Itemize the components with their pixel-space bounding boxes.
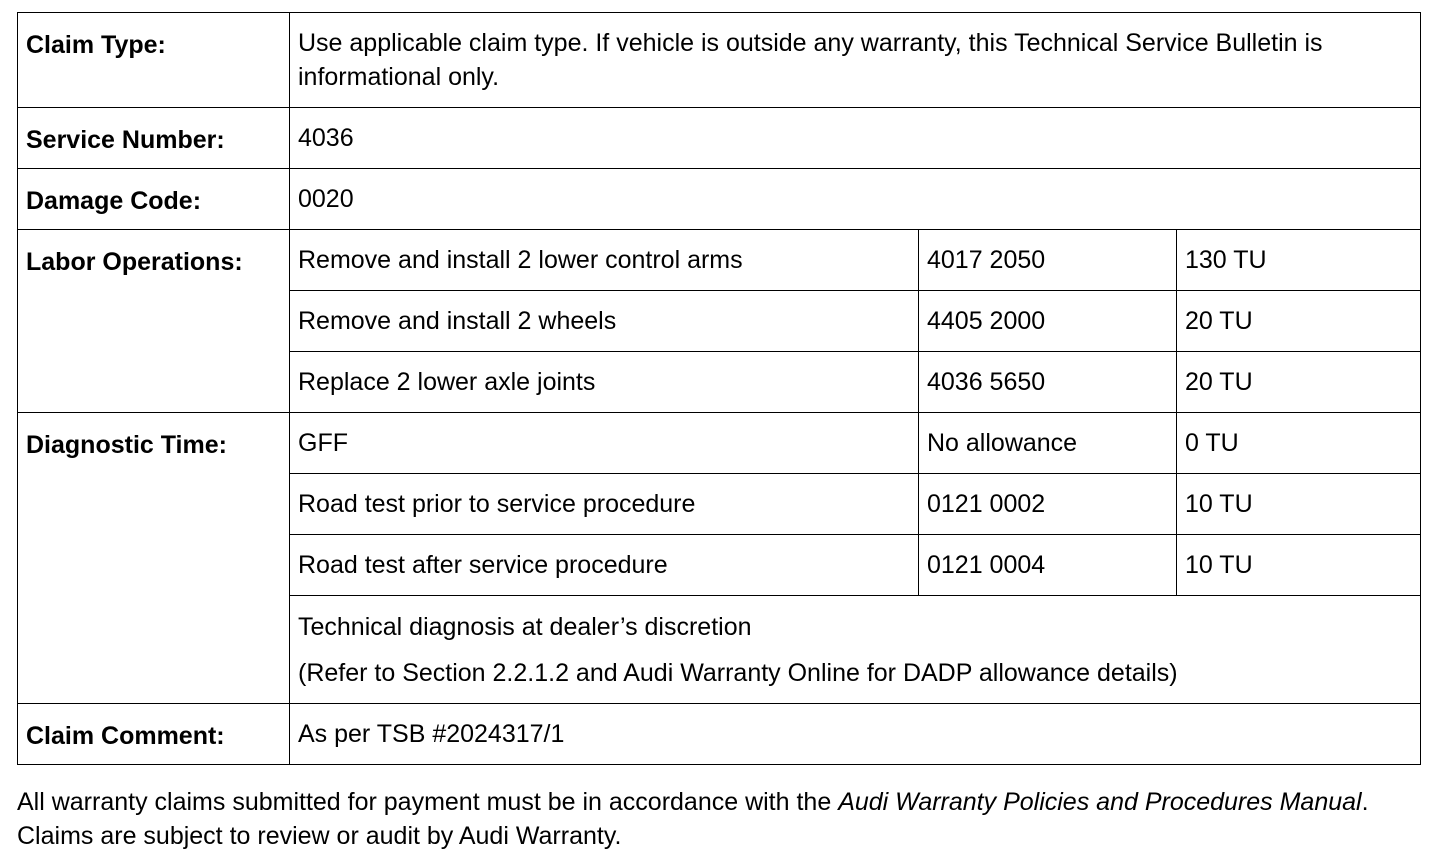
claim-comment-row <box>18 704 1421 765</box>
diagnostic-description: Road test after service procedure <box>290 535 919 596</box>
diagnostic-time-value: 0 TU <box>1177 413 1421 474</box>
diagnostic-description: Road test prior to service procedure <box>290 474 919 535</box>
labor-operation-time: 20 TU <box>1177 291 1421 352</box>
labor-operation-code: 4036 5650 <box>919 352 1177 413</box>
diagnostic-time-value: 10 TU <box>1177 474 1421 535</box>
technical-diagnosis-text: Technical diagnosis at dealer’s discretion <box>298 612 752 641</box>
diagnostic-code: No allowance <box>919 413 1177 474</box>
diagnostic-code: 0121 0004 <box>919 535 1177 596</box>
damage-code-label: Damage Code: <box>18 169 290 230</box>
manual-title: Audi Warranty Policies and Procedures Manual <box>838 788 1362 816</box>
service-number-value: 4036 <box>290 108 1421 169</box>
technical-diagnosis-note: (Refer to Section 2.2.1.2 and Audi Warranty Online for DADP allowance details) <box>298 658 1178 687</box>
diagnostic-time-row <box>18 413 1421 474</box>
warranty-footer-note <box>17 785 1427 853</box>
diagnostic-code: 0121 0002 <box>919 474 1177 535</box>
labor-operation-description: Remove and install 2 lower control arms <box>290 230 919 291</box>
claim-type-row <box>18 13 1421 108</box>
damage-code-row <box>18 169 1421 230</box>
labor-operations-label: Labor Operations: <box>18 230 290 413</box>
diagnostic-description: GFF <box>290 413 919 474</box>
labor-operation-code: 4405 2000 <box>919 291 1177 352</box>
labor-operation-time: 20 TU <box>1177 352 1421 413</box>
labor-operation-description: Replace 2 lower axle joints <box>290 352 919 413</box>
footer-text-start: All warranty claims submitted for payment must be in accordance with the <box>17 788 839 816</box>
technical-diagnosis-cell <box>290 596 1421 704</box>
labor-operation-time: 130 TU <box>1177 230 1421 291</box>
claim-comment-label: Claim Comment: <box>18 704 290 765</box>
footer-text-end: . Claims are subject to review or audit by Audi Warranty. <box>17 788 1369 850</box>
damage-code-value: 0020 <box>290 169 1421 230</box>
labor-operation-description: Remove and install 2 wheels <box>290 291 919 352</box>
claim-type-label: Claim Type: <box>18 13 290 108</box>
labor-operation-code: 4017 2050 <box>919 230 1177 291</box>
service-number-label: Service Number: <box>18 108 290 169</box>
service-number-row <box>18 108 1421 169</box>
labor-operation-row <box>18 230 1421 291</box>
diagnostic-time-value: 10 TU <box>1177 535 1421 596</box>
claim-comment-value: As per TSB #2024317/1 <box>290 704 1421 765</box>
claim-type-value: Use applicable claim type. If vehicle is outside any warranty, this Technical Service Bulletin is informational only. <box>290 13 1421 108</box>
diagnostic-time-label: Diagnostic Time: <box>18 413 290 704</box>
warranty-claim-table <box>17 12 1421 765</box>
